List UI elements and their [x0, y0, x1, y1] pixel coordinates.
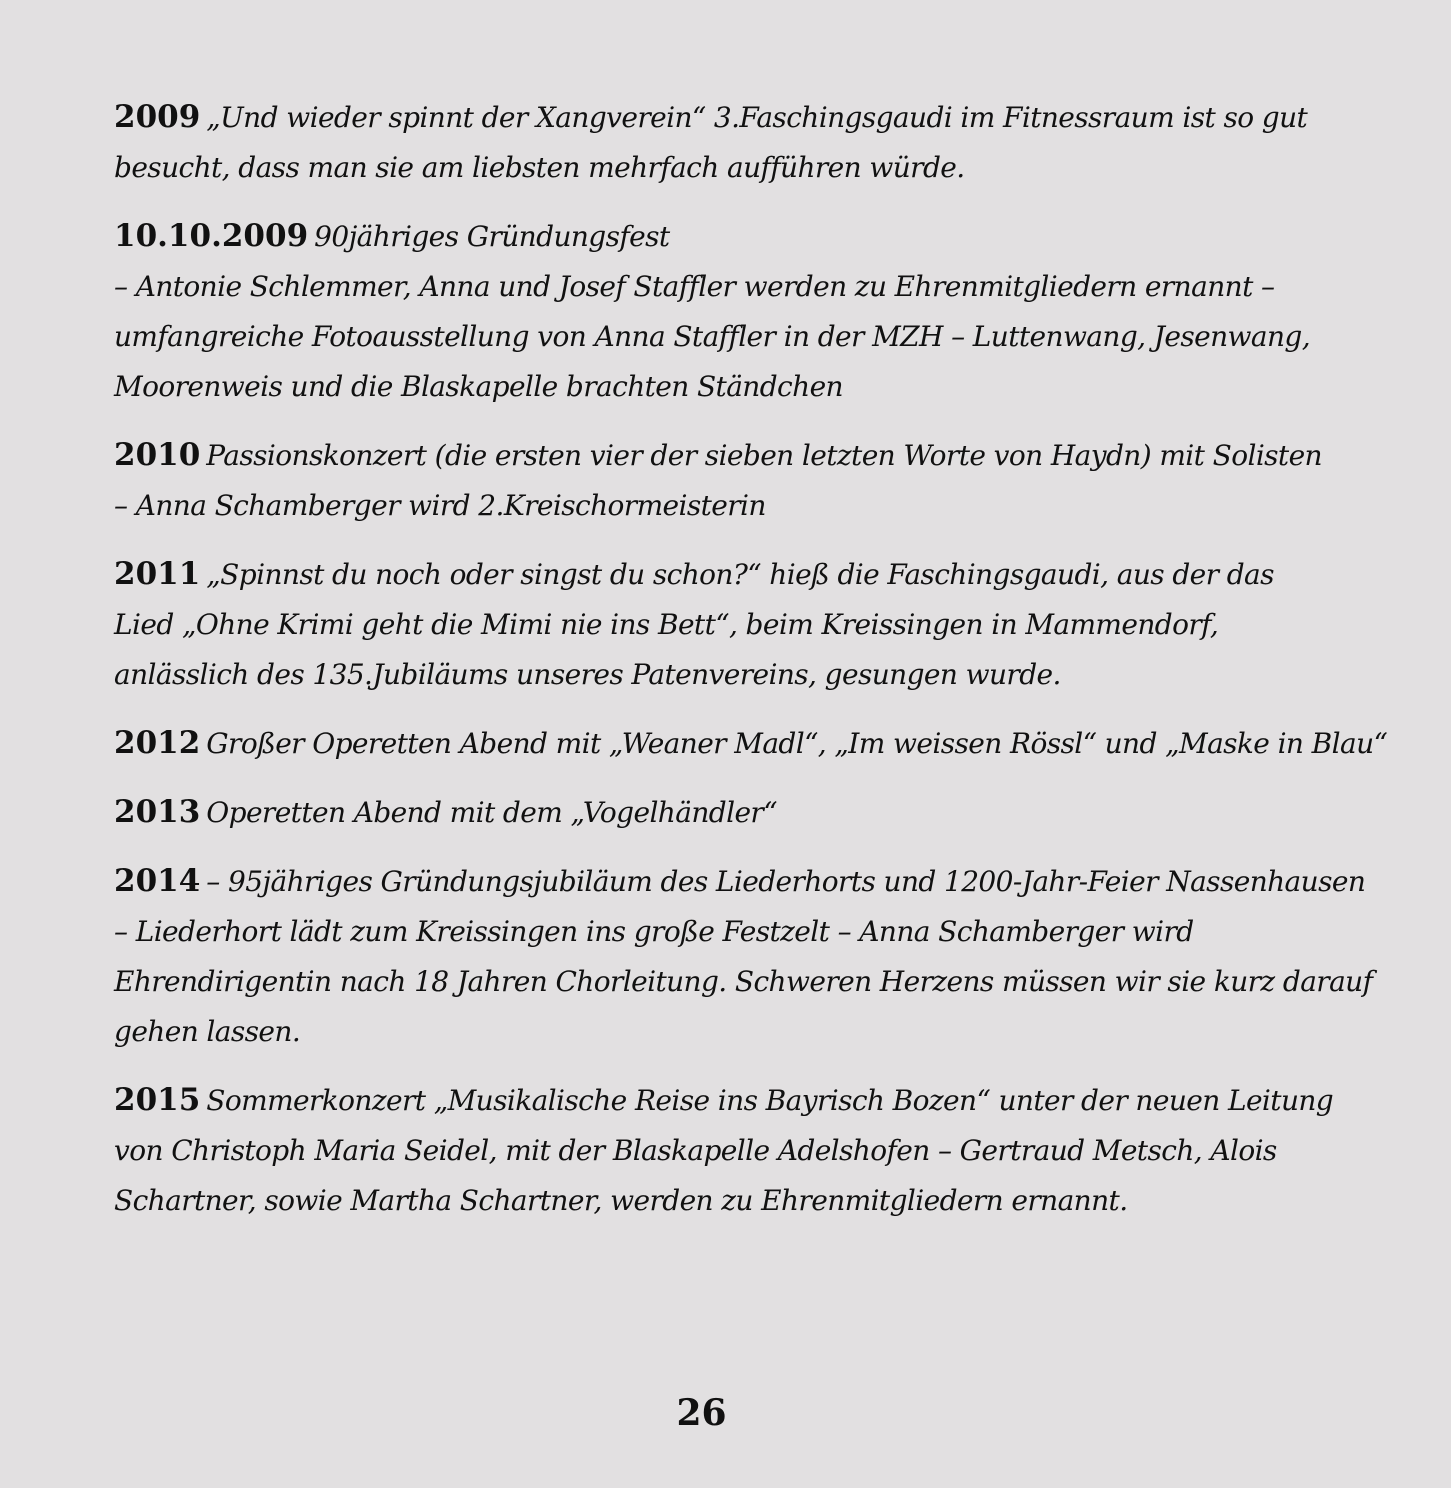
chronicle-entry-2011 [114, 549, 1389, 700]
entry-year: 2010 [114, 437, 201, 473]
entry-line: – Antonie Schlemmer, Anna und Josef Staffler werden zu Ehrenmitgliedern ernannt – [114, 270, 1275, 303]
entry-text: „Spinnst du noch oder singst du schon?“ hieß die Faschingsgaudi, aus der das [206, 558, 1274, 591]
entry-line: von Christoph Maria Seidel, mit der Blaskapelle Adelshofen – Gertraud Metsch, Alois [114, 1134, 1277, 1167]
chronicle-entry-2013 [114, 787, 1389, 838]
entry-line: Schartner, sowie Martha Schartner, werden zu Ehrenmitgliedern ernannt. [114, 1184, 1128, 1217]
entry-line: besucht, dass man sie am liebsten mehrfach aufführen würde. [114, 151, 965, 184]
entry-text: „Und wieder spinnt der Xangverein“ 3.Faschingsgaudi im Fitnessraum ist so gut [206, 101, 1308, 134]
chronicle-entry-2014 [114, 856, 1389, 1057]
chronicle-content [114, 92, 1389, 1244]
entry-text: Operetten Abend mit dem „Vogelhändler“ [206, 796, 777, 829]
entry-line [114, 92, 1389, 143]
entry-year: 10.10.2009 [114, 218, 309, 254]
entry-line [114, 1075, 1389, 1126]
page-number: 26 [676, 1392, 727, 1434]
entry-text: – 95jähriges Gründungsjubiläum des Liederhorts und 1200-Jahr-Feier Nassenhausen [206, 865, 1366, 898]
entry-text: 90jähriges Gründungsfest [314, 220, 670, 253]
entry-line: – Liederhort lädt zum Kreissingen ins große Festzelt – Anna Schamberger wird [114, 915, 1194, 948]
entry-year: 2012 [114, 725, 201, 761]
entry-line [114, 787, 1389, 838]
entry-line [114, 856, 1389, 907]
chronicle-entry-10-10-2009 [114, 211, 1389, 412]
entry-year: 2013 [114, 794, 201, 830]
entry-line: anlässlich des 135.Jubiläums unseres Patenvereins, gesungen wurde. [114, 658, 1061, 691]
entry-year: 2015 [114, 1082, 201, 1118]
entry-year: 2014 [114, 863, 201, 899]
entry-line: gehen lassen. [114, 1015, 301, 1048]
chronicle-entry-2010 [114, 430, 1389, 531]
entry-line: – Anna Schamberger wird 2.Kreischormeisterin [114, 489, 766, 522]
entry-text: Großer Operetten Abend mit „Weaner Madl“, „Im weissen Rössl“ und „Maske in Blau“ [206, 727, 1388, 760]
entry-text: Passionskonzert (die ersten vier der sieben letzten Worte von Haydn) mit Solisten [206, 439, 1322, 472]
chronicle-entry-2012 [114, 718, 1389, 769]
entry-year: 2011 [114, 556, 201, 592]
entry-line: umfangreiche Fotoausstellung von Anna Staffler in der MZH – Luttenwang, Jesenwang, [114, 320, 1311, 353]
entry-line [114, 211, 1389, 262]
entry-line: Lied „Ohne Krimi geht die Mimi nie ins Bett“, beim Kreissingen in Mammendorf, [114, 608, 1219, 641]
entry-line [114, 718, 1389, 769]
entry-line [114, 430, 1389, 481]
entry-year: 2009 [114, 99, 201, 135]
chronicle-entry-2009 [114, 92, 1389, 193]
entry-text: Sommerkonzert „Musikalische Reise ins Bayrisch Bozen“ unter der neuen Leitung [206, 1084, 1334, 1117]
entry-line: Ehrendirigentin nach 18 Jahren Chorleitung. Schweren Herzens müssen wir sie kurz darauf [114, 965, 1373, 998]
entry-line [114, 549, 1389, 600]
entry-line: Moorenweis und die Blaskapelle brachten Ständchen [114, 370, 843, 403]
chronicle-entry-2015 [114, 1075, 1389, 1226]
